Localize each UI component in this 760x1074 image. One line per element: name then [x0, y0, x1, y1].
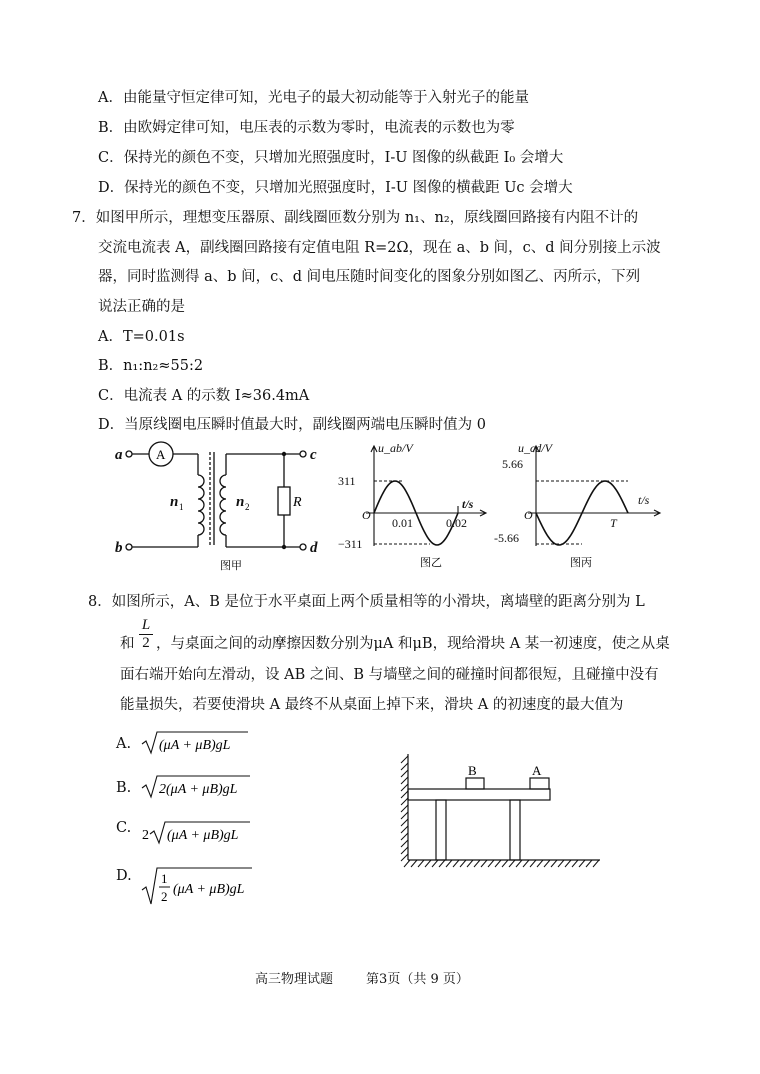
bing-ylabel: u_cd/V: [518, 441, 552, 455]
q8-stem-line-2: ，与桌面之间的动摩擦因数分别为μA 和μB，现给滑块 A 某一初速度，使之从桌: [156, 636, 670, 652]
floor-hatch-line: [474, 860, 480, 867]
terminal-d-label: d: [310, 540, 318, 556]
q6-option-b: B．由欧姆定律可知，电压表的示数为零时，电流表的示数也为零: [98, 120, 515, 136]
n1-label: n: [170, 494, 179, 510]
q6-option-d: D．保持光的颜色不变，只增加光照强度时，I-U 图像的横截距 Uc 会增大: [98, 180, 573, 196]
bing-trough-label: -5.66: [494, 531, 519, 545]
floor-hatch-line: [411, 860, 417, 867]
n2-subscript: 2: [245, 502, 250, 512]
wall-hatch-line: [401, 840, 408, 847]
figure-jia-caption: 图甲: [220, 559, 242, 572]
n2-label: n: [236, 494, 245, 510]
q8-option-c-formula: [140, 818, 252, 848]
svg-text:2(μA + μB)gL: 2(μA + μB)gL: [159, 782, 238, 797]
floor-hatch-line: [586, 860, 592, 867]
floor-hatch-line: [467, 860, 473, 867]
block-a: [530, 778, 549, 789]
block-b: [466, 778, 484, 789]
wall-hatch-line: [401, 805, 408, 812]
yi-tick-002: 0.02: [446, 516, 467, 530]
terminal-c-label: c: [310, 447, 317, 463]
q8-option-a-formula: [140, 728, 250, 758]
svg-text:(μA + μB)gL: (μA + μB)gL: [173, 882, 245, 897]
q8-stem-line-3: 面右端开始向左滑动，设 AB 之间、B 与墙壁之间的碰撞时间都很短，且碰撞中没有: [120, 667, 659, 683]
bing-peak-label: 5.66: [502, 457, 523, 471]
yi-trough-label: −311: [338, 537, 363, 551]
q7-stem-line-2: 交流电流表 A，副线圈回路接有定值电阻 R=2Ω，现在 a、b 间，c、d 间分别接上示波: [98, 240, 661, 256]
bing-xlabel: t/s: [638, 493, 650, 507]
q7-stem-line-3: 器，同时监测得 a、b 间，c、d 间电压随时间变化的图象分别如图乙、丙所示，下列: [98, 269, 641, 285]
svg-text:2: 2: [142, 828, 149, 843]
wall-hatch-line: [401, 833, 408, 840]
q8-option-c-letter: C.: [116, 820, 132, 836]
wall-hatch-line: [401, 847, 408, 854]
figure-bing-graph: [492, 438, 668, 572]
floor-hatch-line: [418, 860, 424, 867]
q8-and-word: 和: [120, 636, 135, 652]
q7-stem-line-4: 说法正确的是: [98, 299, 185, 315]
floor-hatch-line: [537, 860, 543, 867]
floor-hatch-line: [593, 860, 599, 867]
floor-hatch-line: [572, 860, 578, 867]
q8-option-d-letter: D.: [116, 868, 132, 884]
yi-origin: O: [362, 508, 371, 522]
floor-hatch-line: [523, 860, 529, 867]
svg-text:1: 1: [161, 871, 168, 886]
floor-hatch-line: [460, 860, 466, 867]
yi-tick-001: 0.01: [392, 516, 413, 530]
bing-origin: O: [524, 508, 533, 522]
floor-hatch-line: [502, 860, 508, 867]
q7-option-b: B．n₁:n₂≈55:2: [98, 358, 204, 374]
wall-hatch-line: [401, 784, 408, 791]
wall-hatch-line: [401, 798, 408, 805]
q8-option-a-letter: A.: [116, 736, 132, 752]
svg-text:2: 2: [161, 889, 168, 904]
q7-option-d: D．当原线圈电压瞬时值最大时，副线圈两端电压瞬时值为 0: [98, 417, 486, 433]
floor-hatch-line: [432, 860, 438, 867]
q8-option-b-formula: [140, 772, 252, 802]
q6-option-a: A．由能量守恒定律可知，光电子的最大初动能等于入射光子的能量: [98, 90, 529, 106]
q8-stem-line-4: 能量损失，若要使滑块 A 最终不从桌面上掉下来，滑块 A 的初速度的最大值为: [120, 697, 624, 713]
q8-option-b-letter: B.: [116, 780, 132, 796]
floor-hatch-line: [446, 860, 452, 867]
floor-hatch-line: [516, 860, 522, 867]
q6-option-c: C．保持光的颜色不变，只增加光照强度时，I-U 图像的纵截距 I₀ 会增大: [98, 150, 564, 166]
floor-hatch-line: [530, 860, 536, 867]
figure-yi-graph: [336, 438, 496, 572]
floor-hatch-line: [558, 860, 564, 867]
bing-tick-T: T: [610, 516, 617, 530]
wall-hatch-line: [401, 777, 408, 784]
svg-text:(μA + μB)gL: (μA + μB)gL: [167, 828, 239, 843]
resistor-label: R: [293, 495, 302, 510]
floor-hatch-line: [551, 860, 557, 867]
block-a-label: A: [532, 763, 542, 778]
floor-hatch-line: [481, 860, 487, 867]
figure-yi-caption: 图乙: [420, 556, 442, 569]
floor-hatch-line: [404, 860, 410, 867]
svg-text:(μA + μB)gL: (μA + μB)gL: [159, 738, 231, 753]
floor-hatch-line: [453, 860, 459, 867]
floor-hatch-line: [565, 860, 571, 867]
yi-ylabel: u_ab/V: [378, 441, 413, 455]
q8-stem-line-1: 8．如图所示，A、B 是位于水平桌面上两个质量相等的小滑块，离墙壁的距离分别为 L: [88, 594, 645, 610]
n1-subscript: 1: [179, 502, 184, 512]
floor-hatch-line: [495, 860, 501, 867]
q7-stem-line-1: 7．如图甲所示，理想变压器原、副线圈匝数分别为 n₁、n₂，原线圈回路接有内阻不计的: [72, 210, 639, 226]
q7-option-a: A．T=0.01s: [98, 329, 185, 345]
floor-hatch-line: [579, 860, 585, 867]
terminal-b-label: b: [115, 540, 123, 556]
yi-peak-label: 311: [338, 474, 356, 488]
ammeter-label: A: [156, 447, 166, 462]
floor-hatch-line: [544, 860, 550, 867]
wall-hatch-line: [401, 819, 408, 826]
yi-xlabel: t/s: [462, 497, 474, 511]
wall-hatch-line: [401, 826, 408, 833]
floor-hatch-line: [439, 860, 445, 867]
wall-hatch-line: [401, 854, 408, 861]
floor-hatch-line: [509, 860, 515, 867]
q8-fraction-l-over-2: L 2: [139, 617, 153, 652]
page-footer: 高三物理试题 第3页（共 9 页）: [255, 972, 469, 987]
floor-hatch-line: [488, 860, 494, 867]
wall-hatch-line: [401, 763, 408, 770]
figure-bing-caption: 图丙: [570, 556, 592, 569]
figure-jia-transformer: [112, 440, 327, 572]
floor-hatch-line: [425, 860, 431, 867]
wall-hatch-line: [401, 791, 408, 798]
q8-table-figure: [396, 748, 606, 872]
wall-hatch-line: [401, 812, 408, 819]
q7-option-c: C．电流表 A 的示数 I≈36.4mA: [98, 388, 310, 404]
terminal-a-label: a: [115, 447, 123, 463]
q8-option-d-formula: [140, 864, 256, 908]
wall-hatch-line: [401, 756, 408, 763]
block-b-label: B: [468, 763, 477, 778]
wall-hatch-line: [401, 770, 408, 777]
